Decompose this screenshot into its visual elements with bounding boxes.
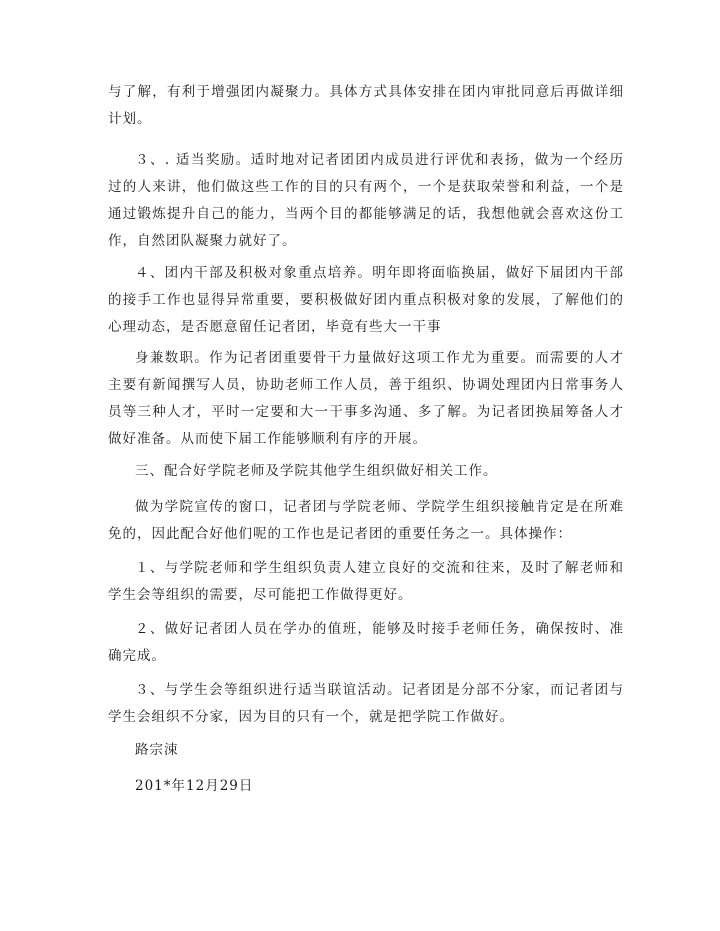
signature-date: 201*年12月29日 — [135, 778, 254, 794]
paragraph-publicity-window: 做为学院宣传的窗口，记者团与学院老师、学院学生组织接触肯定是在所难免的，因此配合好他们呢的工作也是记者团的重要任务之一。具体操作： — [108, 499, 624, 542]
paragraph-item-3-rewards: ３、. 适当奖励。适时地对记者团团内成员进行评优和表扬，做为一个经历过的人来讲，他们做这些工作的目的只有两个，一个是获取荣誉和利益，一个是通过锻炼提升自己的能力，当两个目的都能够满足的话，我想他就会喜欢这份工作，自然团队凝聚力就好了。 — [108, 152, 624, 249]
section-heading-cooperation: 三、配合好学院老师及学院其他学生组织做好相关工作。 — [135, 463, 498, 479]
paragraph-continuation-cohesion: 与了解，有利于增强团内凝聚力。具体方式具体安排在团内审批同意后再做详细计划。 — [108, 84, 624, 127]
paragraph-op-2-duty: ２、做好记者团人员在学办的值班，能够及时接手老师任务，确保按时、准确完成。 — [108, 621, 624, 664]
paragraph-item-4-training: ４、团内干部及积极对象重点培养。明年即将面临换届，做好下届团内干部的接手工作也显得异常重要，要积极做好团内重点积极对象的发展，了解他们的心理动态，是否愿意留任记者团，毕竟有些大一干事 — [108, 265, 624, 335]
paragraph-op-1-communication: １、与学院老师和学生组织负责人建立良好的交流和往来，及时了解老师和学生会等组织的需要，尽可能把工作做得更好。 — [108, 560, 624, 603]
paragraph-talent-needs: 身兼数职。作为记者团重要骨干力量做好这项工作尤为重要。而需要的人才主要有新闻撰写人员，协助老师工作人员，善于组织、协调处理团内日常事务人员等三种人才，平时一定要和大一干事多沟通、多了解。为记者团换届筹备人才做好准备。从而使下届工作能够顺利有序的开展。 — [108, 350, 624, 447]
signature-name: 路宗涑 — [135, 742, 179, 758]
paragraph-op-3-social-events: ３、与学生会等组织进行适当联谊活动。记者团是分部不分家，而记者团与学生会组织不分家，因为目的只有一个，就是把学院工作做好。 — [108, 682, 624, 725]
